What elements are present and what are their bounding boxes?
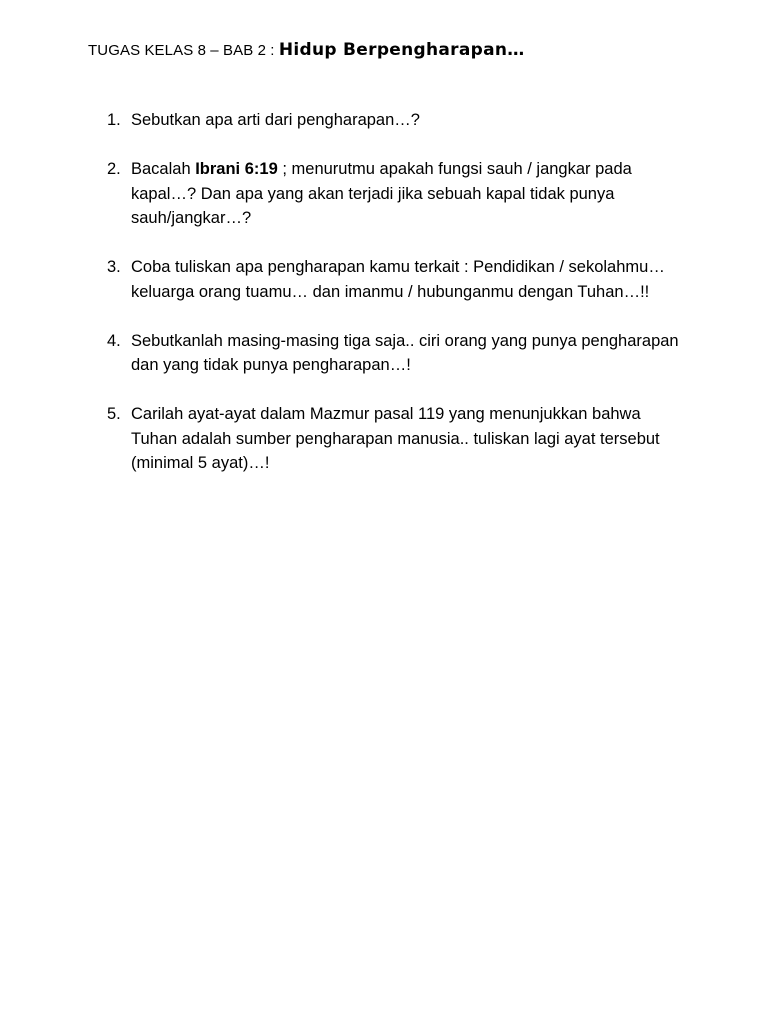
question-item <box>107 157 687 231</box>
question-text-after: ; menurutmu apakah fungsi sauh / jangkar pada kapal…? Dan apa yang akan terjadi jika sebuah kapal tidak punya sauh/jangkar…? <box>131 160 632 227</box>
question-number: 3. <box>107 258 121 276</box>
title-prefix: TUGAS KELAS 8 – BAB 2 : <box>88 42 279 59</box>
question-text: Sebutkanlah masing-masing tiga saja.. ciri orang yang punya pengharapan dan yang tidak punya pengharapan…! <box>131 331 679 374</box>
title-main: Hidup Berpengharapan… <box>278 40 525 60</box>
question-item <box>107 255 687 304</box>
document-title <box>88 38 525 63</box>
question-number: 1. <box>107 111 121 129</box>
question-text: Sebutkan apa arti dari pengharapan…? <box>131 111 420 129</box>
question-number: 4. <box>107 331 121 350</box>
question-number: 5. <box>107 405 121 423</box>
question-number: 2. <box>107 160 121 178</box>
question-item <box>107 402 687 476</box>
question-text: Carilah ayat-ayat dalam Mazmur pasal 119 yang menunjukkan bahwa Tuhan adalah sumber pengharapan manusia.. tuliskan lagi ayat tersebut (minimal 5 ayat)…! <box>131 405 660 472</box>
question-item <box>107 108 687 133</box>
bible-reference: Ibrani 6:19 <box>195 160 278 178</box>
question-text: Coba tuliskan apa pengharapan kamu terkait : Pendidikan / sekolahmu… keluarga orang tuamu… dan imanmu / hubunganmu dengan Tuhan…!! <box>131 258 665 301</box>
question-text-before: Bacalah <box>131 160 196 178</box>
question-list <box>107 108 687 500</box>
question-item <box>107 329 687 378</box>
